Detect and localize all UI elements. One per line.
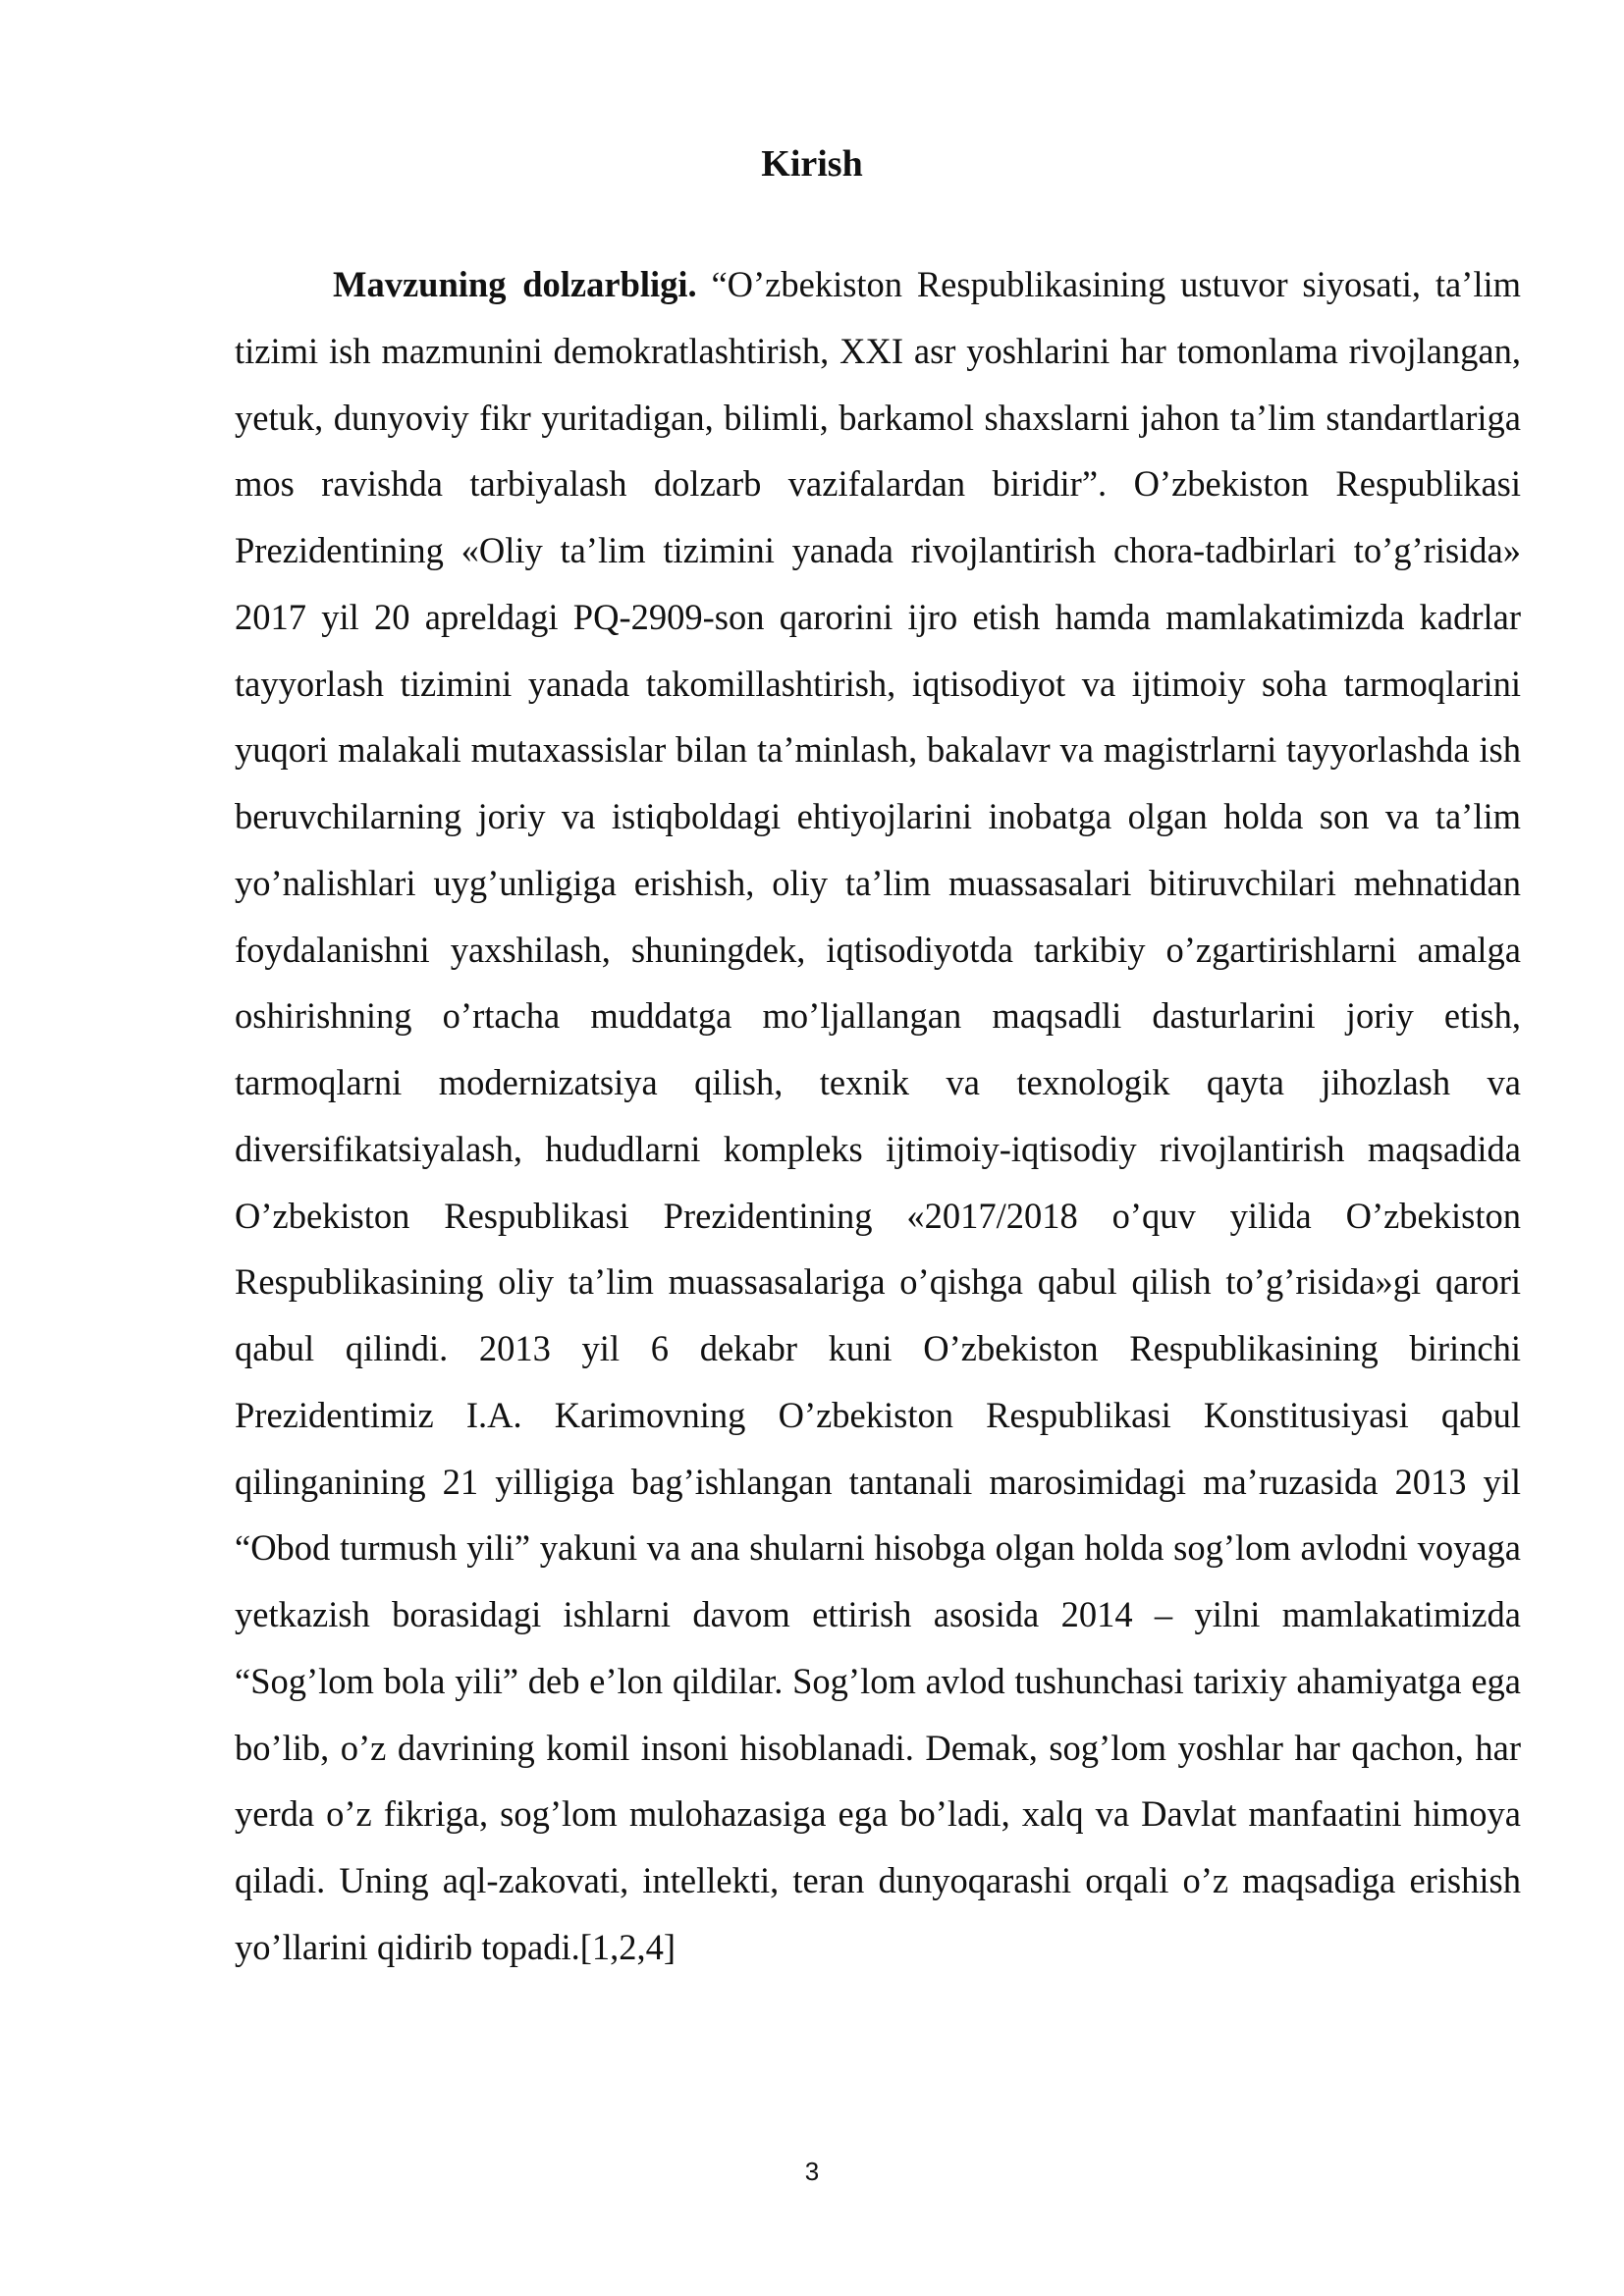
body-paragraph [235, 251, 1521, 1981]
page-title: Kirish [761, 143, 863, 185]
lead-heading: Mavzuning dolzarbligi. [333, 264, 697, 304]
paragraph-text: “O’zbekiston Respublikasining ustuvor siyosati, ta’lim tizimi ish mazmunini demokratlashtirish, XXI asr yoshlarini har tomonlama rivojlangan, yetuk, dunyoviy fikr yuritadigan, bilimli, barkamol shaxslarni jahon ta’lim standartlariga mos ravishda tarbiyalash dolzarb vazifalardan biridir”. O’zbekiston Respublikasi Prezidentining «Oliy ta’lim tizimini yanada rivojlantirish chora-tadbirlari to’g’risida» 2017 yil 20 apreldagi PQ-2909-son qarorini ijro etish hamda mamlakatimizda kadrlar tayyorlash tizimini yanada takomillashtirish, iqtisodiyot va ijtimoiy soha tarmoqlarini yuqori malakali mutaxassislar bilan ta’minlash, bakalavr va magistrlarni tayyorlashda ish beruvchilarning joriy va istiqboldagi ehtiyojlarini inobatga olgan holda son va ta’lim yo’nalishlari uyg’unligiga erishish, oliy ta’lim muassasalari bitiruvchilari mehnatidan foydalanishni yaxshilash, shuningdek, iqtisodiyotda tarkibiy o’zgartirishlarni amalga oshirishning o’rtacha muddatga mo’ljallangan maqsadli dasturlarini joriy etish, tarmoqlarni modernizatsiya qilish, texnik va texnologik qayta jihozlash va diversifikatsiyalash, hududlarni kompleks ijtimoiy-iqtisodiy rivojlantirish maqsadida O’zbekiston Respublikasi Prezidentining «2017/2018 o’quv yilida O’zbekiston Respublikasining oliy ta’lim muassasalariga o’qishga qabul qilish to’g’risida»gi qarori qabul qilindi. 2013 yil 6 dekabr kuni O’zbekiston Respublikasining birinchi Prezidentimiz I.A. Karimovning O’zbekiston Respublikasi Konstitusiyasi qabul qilinganining 21 yilligiga bag’ishlangan tantanali marosimidagi ma’ruzasida 2013 yil “Obod turmush yili” yakuni va ana shularni hisobga olgan holda sog’lom avlodni voyaga yetkazish borasidagi ishlarni davom ettirish asosida 2014 – yilni mamlakatimizda “Sog’lom bola yili” deb e’lon qildilar. Sog’lom avlod tushunchasi tarixiy ahamiyatga ega bo’lib, o’z davrining komil insoni hisoblanadi. Demak, sog’lom yoshlar har qachon, har yerda o’z fikriga, sog’lom mulohazasiga ega bo’ladi, xalq va Davlat manfaatini himoya qiladi. Uning aql-zakovati, intellekti, teran dunyoqarashi orqali o’z maqsadiga erishish yo’llarini qidirib topadi.[1,2,4] [235, 264, 1521, 1967]
page-number: 3 [804, 2157, 820, 2186]
